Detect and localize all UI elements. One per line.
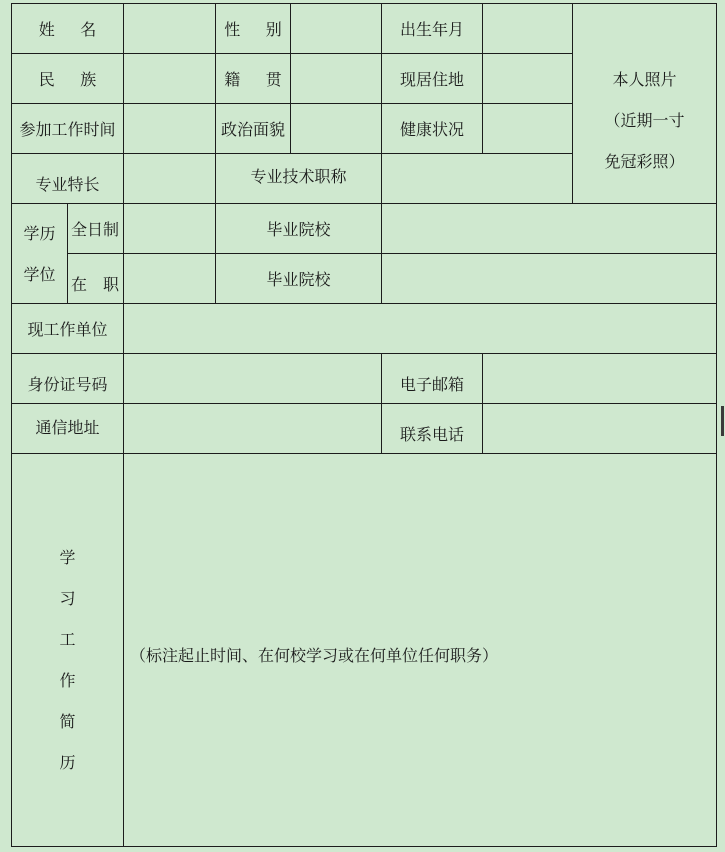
field-health[interactable] xyxy=(482,103,572,153)
field-phone[interactable] xyxy=(482,403,716,453)
label-name xyxy=(11,3,123,53)
label-school-onjob-text: 毕业院校 xyxy=(266,270,331,289)
label-onjob-char2: 职 xyxy=(103,275,120,294)
resume-char-4: 作 xyxy=(59,671,76,690)
field-resume[interactable] xyxy=(123,453,716,846)
label-work-unit xyxy=(11,303,123,353)
label-education: 学历 xyxy=(23,223,56,243)
field-native-place[interactable] xyxy=(290,53,381,103)
field-gender[interactable] xyxy=(290,3,381,53)
label-work-unit-text: 现工作单位 xyxy=(27,320,108,339)
label-email-text: 电子邮箱 xyxy=(399,375,464,394)
label-resume xyxy=(11,453,123,846)
label-native-char2: 贯 xyxy=(265,70,282,89)
label-id-number xyxy=(11,353,123,403)
label-fulltime-text: 全日制 xyxy=(71,220,120,239)
field-email[interactable] xyxy=(482,353,716,403)
label-political-text: 政治面貌 xyxy=(220,120,285,139)
label-school-fulltime xyxy=(215,203,381,253)
label-birth-text: 出生年月 xyxy=(399,20,464,39)
label-phone-text: 联系电话 xyxy=(399,425,464,444)
photo-line3: 免冠彩照） xyxy=(604,152,685,171)
field-name[interactable] xyxy=(123,3,215,53)
label-id-number-text: 身份证号码 xyxy=(27,375,108,394)
resume-note: （标注起止时间、在何校学习或在何单位任何职务） xyxy=(130,646,499,665)
label-tech-title-text: 专业技术职称 xyxy=(250,167,347,186)
label-native-char1: 籍 xyxy=(224,70,241,89)
field-id-number[interactable] xyxy=(123,353,381,403)
photo-box[interactable] xyxy=(572,3,716,203)
label-native-place xyxy=(215,53,290,103)
field-residence[interactable] xyxy=(482,53,572,103)
label-email xyxy=(381,353,482,403)
field-birth[interactable] xyxy=(482,3,572,53)
table-bottom-border xyxy=(11,846,717,847)
photo-line1: 本人照片 xyxy=(612,70,677,89)
field-school-onjob[interactable] xyxy=(381,253,716,303)
edge-mark xyxy=(721,406,724,436)
label-fulltime xyxy=(67,203,123,253)
label-ethnicity-char1: 民 xyxy=(38,70,55,89)
field-specialty[interactable] xyxy=(123,153,215,203)
label-ethnicity xyxy=(11,53,123,103)
label-health-text: 健康状况 xyxy=(399,120,464,139)
table-right-border xyxy=(716,3,717,847)
label-ethnicity-char2: 族 xyxy=(80,70,97,89)
field-fulltime[interactable] xyxy=(123,203,215,253)
label-onjob xyxy=(67,253,123,303)
label-tech-title xyxy=(215,153,381,203)
label-name-char1: 姓 xyxy=(38,20,55,39)
label-onjob-char1: 在 xyxy=(71,275,88,294)
label-specialty-text: 专业特长 xyxy=(35,175,100,194)
field-address[interactable] xyxy=(123,403,381,453)
label-address xyxy=(11,403,123,453)
label-school-onjob xyxy=(215,253,381,303)
label-political xyxy=(215,103,290,153)
label-specialty xyxy=(11,153,123,203)
label-name-char2: 名 xyxy=(80,20,97,39)
resume-char-6: 历 xyxy=(59,753,76,772)
field-onjob[interactable] xyxy=(123,253,215,303)
field-work-start[interactable] xyxy=(123,103,215,153)
label-address-text: 通信地址 xyxy=(35,418,100,437)
field-work-unit[interactable] xyxy=(123,303,716,353)
label-work-start xyxy=(11,103,123,153)
label-gender-char1: 性 xyxy=(224,20,241,39)
label-degree: 学位 xyxy=(23,264,56,284)
field-political[interactable] xyxy=(290,103,381,153)
label-gender xyxy=(215,3,290,53)
field-ethnicity[interactable] xyxy=(123,53,215,103)
label-residence xyxy=(381,53,482,103)
field-tech-title[interactable] xyxy=(381,153,572,203)
label-birth xyxy=(381,3,482,53)
label-school-fulltime-text: 毕业院校 xyxy=(266,220,331,239)
resume-char-1: 学 xyxy=(59,548,76,567)
label-gender-char2: 别 xyxy=(265,20,282,39)
field-school-fulltime[interactable] xyxy=(381,203,716,253)
resume-char-3: 工 xyxy=(59,630,76,649)
resume-char-5: 简 xyxy=(59,712,76,731)
label-health xyxy=(381,103,482,153)
label-phone xyxy=(381,403,482,453)
label-work-start-text: 参加工作时间 xyxy=(19,120,116,139)
label-residence-text: 现居住地 xyxy=(399,70,464,89)
photo-line2: （近期一寸 xyxy=(604,111,685,130)
resume-char-2: 习 xyxy=(59,589,76,608)
label-education-degree xyxy=(11,203,67,303)
